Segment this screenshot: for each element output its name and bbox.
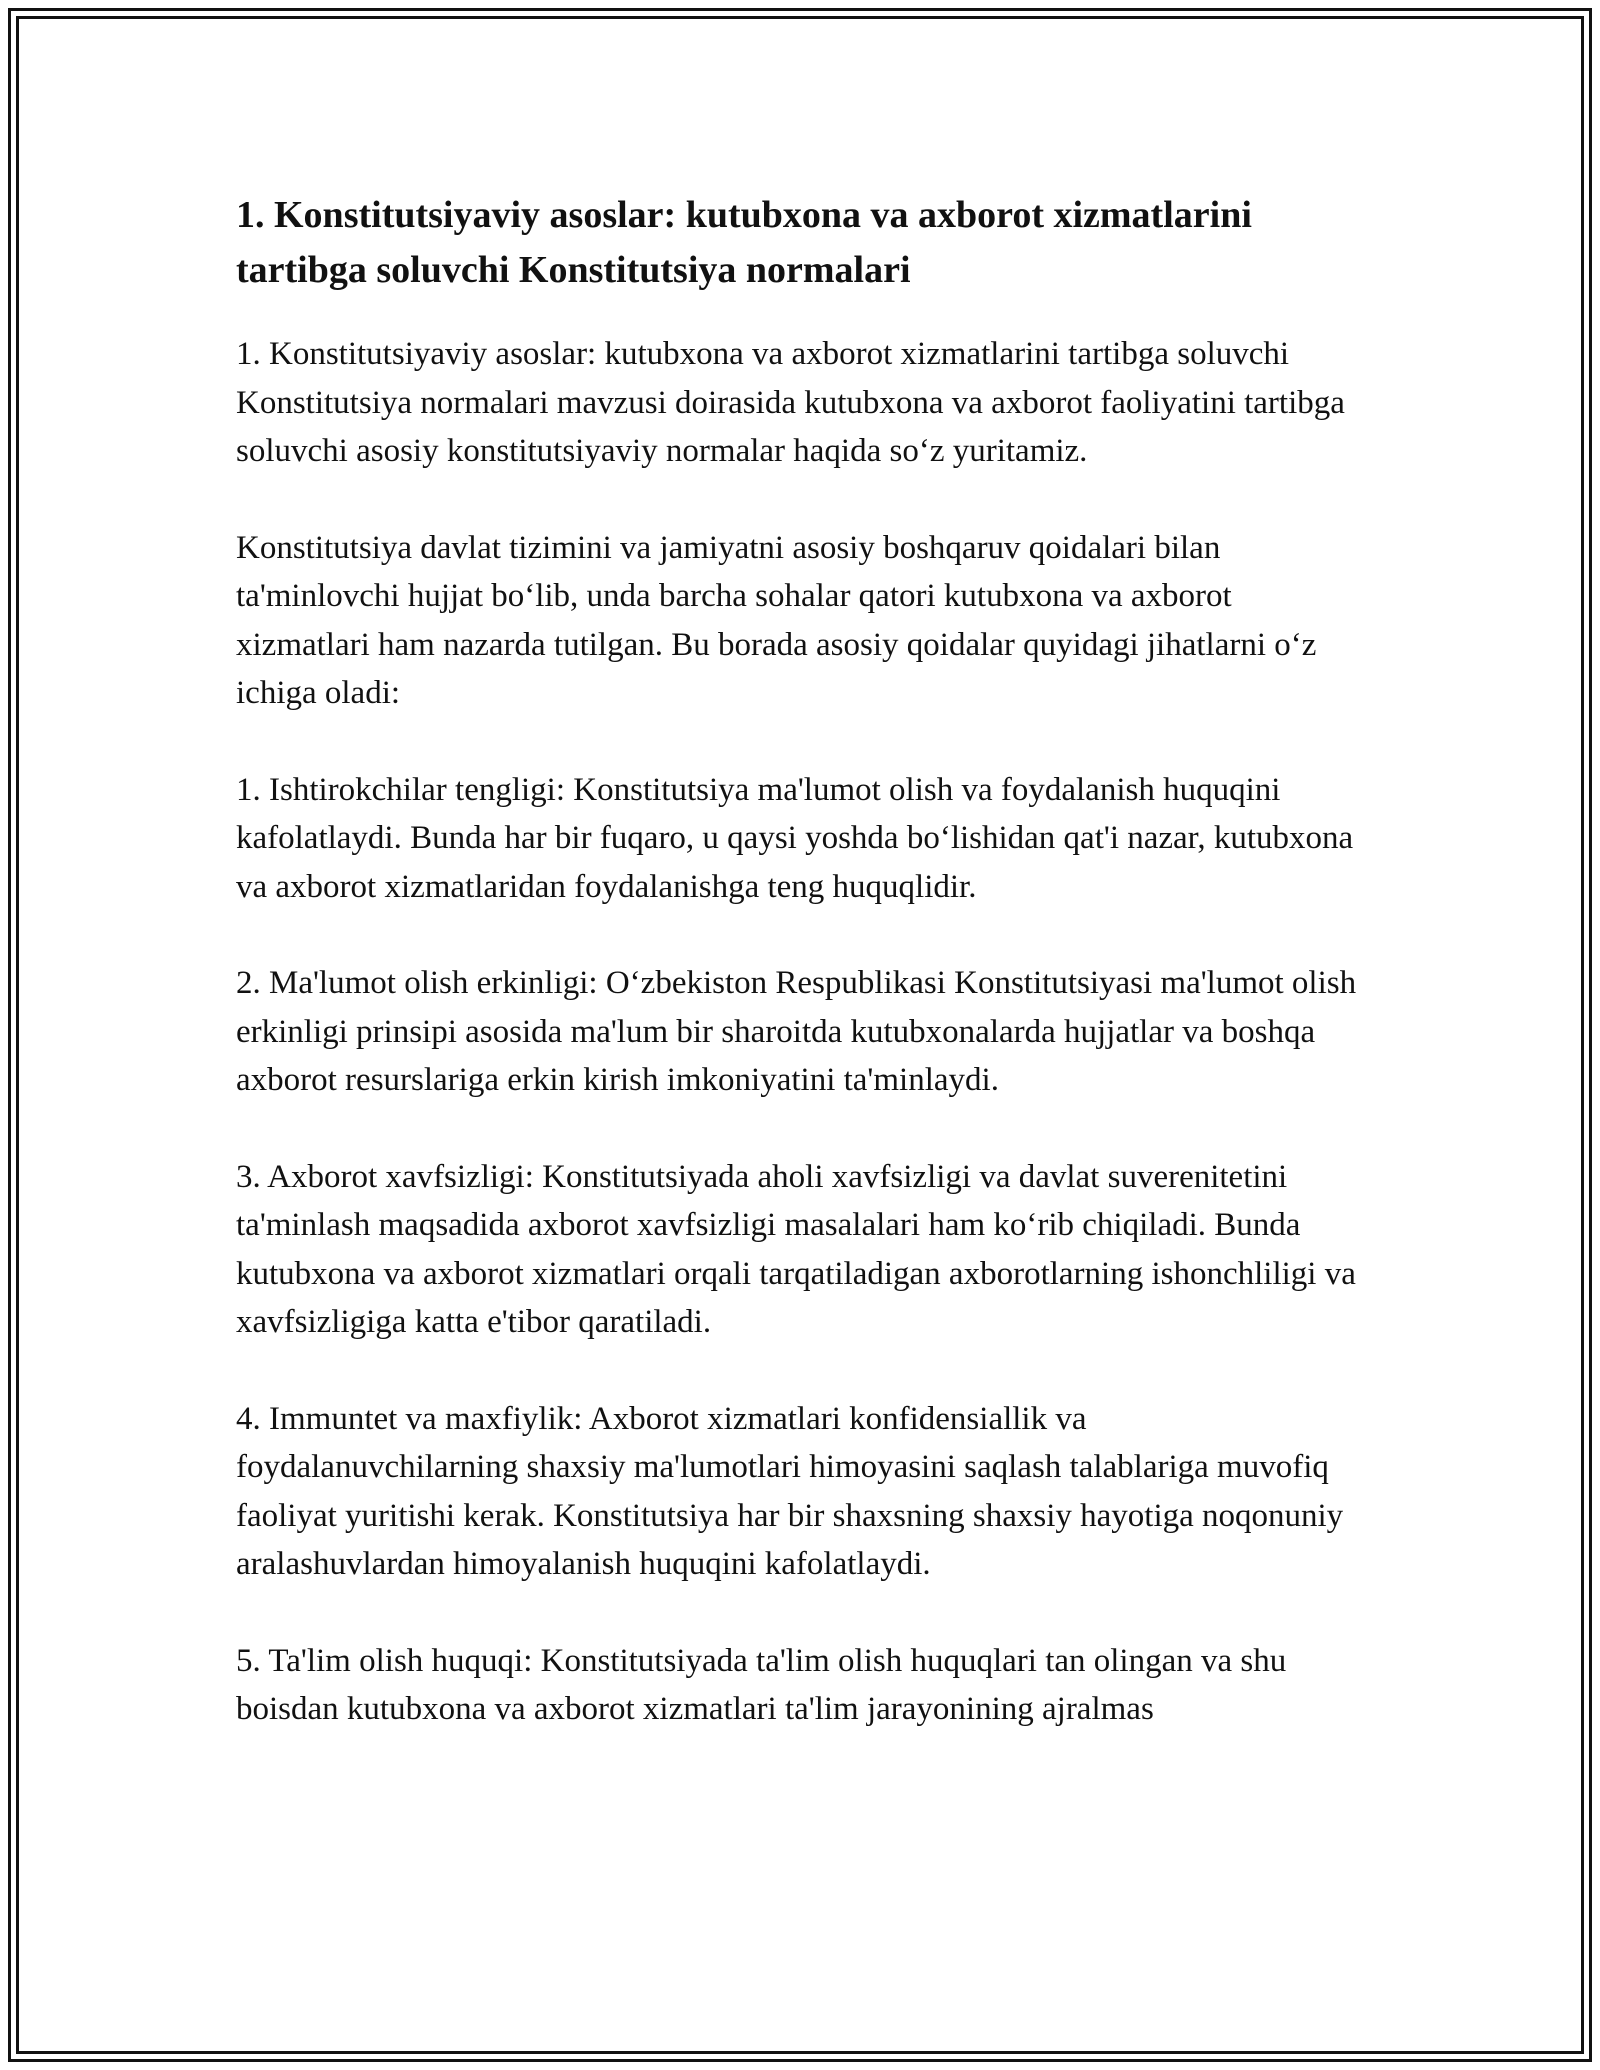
list-item-education-right: 5. Ta'lim olish huquqi: Konstitutsiyada ta'lim olish huquqlari tan olingan va shu boisdan kutubxona va axborot xizmatlari ta'lim jarayonining ajralmas — [236, 1642, 1287, 1727]
document-title: 1. Konstitutsiyaviy asoslar: kutubxona va axborot xizmatlarini tartibga soluvchi Konstitutsiya normalari — [236, 194, 1252, 291]
list-item-equality: 1. Ishtirokchilar tengligi: Konstitutsiya ma'lumot olish va foydalanish huquqini kafolatlaydi. Bunda har bir fuqaro, u qaysi yoshda bo‘lishidan qat'i nazar, kutubxona va axborot xizmatlaridan foydalanishga teng huquqlidir. — [236, 771, 1354, 905]
list-item-information-security: 3. Axborot xavfsizligi: Konstitutsiyada aholi xavfsizligi va davlat suverenitetini ta'minlash maqsadida axborot xavfsizligi masalalari ham ko‘rib chiqiladi. Bunda kutubxona va axborot xizmatlari orqali tarqatiladigan axborotlarning ishonchliligi va xavfsizligiga katta e'tibor qaratiladi. — [236, 1158, 1356, 1340]
document-body — [236, 188, 1366, 1782]
list-item-privacy: 4. Immuntet va maxfiylik: Axborot xizmatlari konfidensiallik va foydalanuvchilarning shaxsiy ma'lumotlari himoyasini saqlash talablariga muvofiq faoliyat yuritishi kerak. Konstitutsiya har bir shaxsning shaxsiy hayotiga noqonuniy aralashuvlardan himoyalanish huquqini kafolatlaydi. — [236, 1400, 1344, 1582]
intro-paragraph: 1. Konstitutsiyaviy asoslar: kutubxona va axborot xizmatlarini tartibga soluvchi Konstitutsiya normalari mavzusi doirasida kutubxona va axborot faoliyatini tartibga soluvchi asosiy konstitutsiyaviy normalar haqida so‘z yuritamiz. — [236, 336, 1345, 469]
constitution-overview-paragraph: Konstitutsiya davlat tizimini va jamiyatni asosiy boshqaruv qoidalari bilan ta'minlovchi hujjat bo‘lib, unda barcha sohalar qatori kutubxona va axborot xizmatlari ham nazarda tutilgan. Bu borada asosiy qoidalar quyidagi jihatlarni o‘z ichiga oladi: — [236, 529, 1317, 711]
list-item-information-freedom: 2. Ma'lumot olish erkinligi: O‘zbekiston Respublikasi Konstitutsiyasi ma'lumot olish erkinligi prinsipi asosida ma'lum bir sharoitda kutubxonalarda hujjatlar va boshqa axborot resurslariga erkin kirish imkoniyatini ta'minlaydi. — [236, 965, 1357, 1098]
